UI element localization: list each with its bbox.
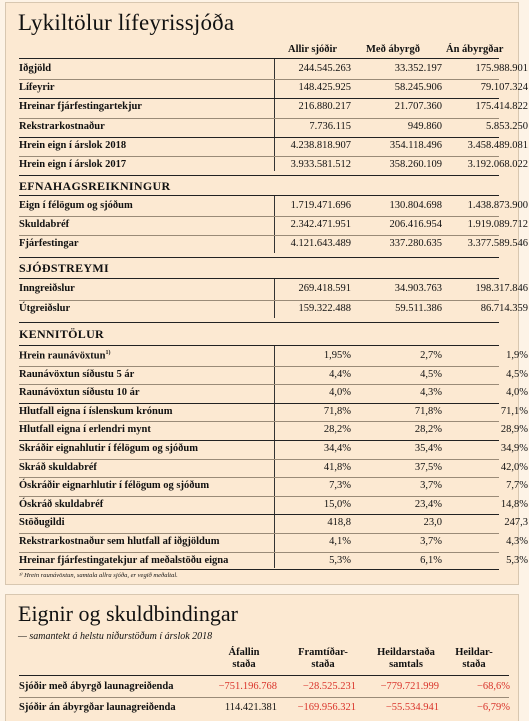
cell-value: 3.458.489.081 <box>467 139 528 151</box>
cell-value: 34,4% <box>323 443 351 454</box>
cell-value: −6,79% <box>476 702 510 713</box>
cell-value: 337.280.635 <box>389 238 442 249</box>
cell-value: 28,2% <box>323 424 351 436</box>
cell-value: 244.545.263 <box>298 63 351 74</box>
cell-value: 269.418.591 <box>298 283 351 294</box>
cell-value: 4,3% <box>420 387 442 399</box>
table-row <box>19 216 528 234</box>
cell-value: 15,0% <box>323 498 351 510</box>
cell-value: 949.860 <box>407 120 442 132</box>
row-label: Inngreiðslur <box>19 283 75 294</box>
cell-value: 114.421.381 <box>224 702 277 713</box>
cell-value: 28,2% <box>414 424 442 436</box>
cell-value: 59.511.386 <box>395 303 442 314</box>
cell-value: 28,9% <box>500 424 528 436</box>
divider <box>19 278 499 279</box>
cell-value: 5,3% <box>506 554 528 566</box>
cell-value: 354.118.496 <box>389 139 442 151</box>
cell-value: 71,8% <box>323 405 351 417</box>
cell-value: −28.525.231 <box>302 681 356 692</box>
row-label: Stöðugildi <box>19 517 65 529</box>
row-label: Hrein eign í árslok 2018 <box>19 139 127 151</box>
cell-value: 2.342.471.951 <box>290 219 351 230</box>
divider <box>19 257 499 258</box>
row-label: Hlutfall eigna í íslenskum krónum <box>19 405 173 417</box>
assets-liabilities-panel <box>5 594 519 721</box>
row-label: Hreinar fjárfestingatekjur af meðalstöðu eigna <box>19 554 229 566</box>
divider <box>19 569 499 570</box>
cell-value: 216.880.217 <box>298 101 351 113</box>
row-label: Hlutfall eigna í erlendri mynt <box>19 424 151 436</box>
col-header-line: Framtíðar- <box>298 647 348 658</box>
cell-value: 198.317.846 <box>475 283 528 294</box>
row-label: Eign í félögum og sjóðum <box>19 200 133 211</box>
col-header-without-guarantee: Án ábyrgðar <box>446 44 504 55</box>
cell-value: 175.414.822 <box>475 101 528 113</box>
row-label: Raunávöxtun síðustu 5 ár <box>19 368 135 380</box>
row-label: Rekstrarkostnaður sem hlutfall af iðgjöldum <box>19 536 220 547</box>
table-row <box>19 118 528 136</box>
panel-title: Lykiltölur lífeyrissjóða <box>18 10 235 35</box>
row-label: Óskráð skuldabréf <box>19 498 104 510</box>
cell-value: 3,7% <box>420 480 442 492</box>
col-header-line: samtals <box>389 659 423 670</box>
key-figures-panel <box>5 2 528 585</box>
row-label: Óskráðir eignarhlutir í félögum og sjóðum <box>19 480 210 492</box>
cell-value: 1.919.089.712 <box>467 219 528 230</box>
cell-value: 130.804.698 <box>389 200 442 211</box>
panel-subtitle: — samantekt á helstu niðurstöðum í árslok 2018 <box>18 631 213 642</box>
divider <box>19 195 499 196</box>
divider <box>19 175 499 176</box>
col-header-line: staða <box>232 659 256 670</box>
cell-value: 247,3 <box>504 517 528 529</box>
section-heading-balance-sheet: EFNAHAGSREIKNINGUR <box>19 179 171 193</box>
cell-value: 4,3% <box>506 536 528 547</box>
table-row <box>19 533 528 551</box>
cell-value: 5.853.250 <box>486 120 528 132</box>
col-header-line: staða <box>311 659 335 670</box>
row-label: Raunávöxtun síðustu 10 ár <box>19 387 140 399</box>
divider <box>19 675 509 676</box>
row-label: Hrein eign í árslok 2017 <box>19 159 127 170</box>
table-row <box>19 421 528 439</box>
cell-value: 37,5% <box>414 461 442 473</box>
panel-title: Eignir og skuldbindingar <box>18 601 238 626</box>
col-header-line: Heildarstaða <box>377 647 435 658</box>
cell-value: 2,7% <box>420 350 442 361</box>
cell-value: 418,8 <box>327 517 351 529</box>
cell-value: 4,0% <box>506 387 528 399</box>
cell-value: 3.192.068.022 <box>467 159 528 170</box>
cell-value: 71,1% <box>500 405 528 417</box>
cell-value: 4,4% <box>329 368 351 380</box>
cell-value: −68,6% <box>476 681 510 692</box>
table-row <box>19 514 528 532</box>
col-header-line: staða <box>462 659 486 670</box>
cell-value: 34,9% <box>500 443 528 454</box>
col-header <box>214 647 274 671</box>
cell-value: 159.322.488 <box>298 303 351 314</box>
cell-value: 1.438.873.900 <box>467 200 528 211</box>
col-header-line: Heildar- <box>455 647 493 658</box>
cell-value: 5,3% <box>329 554 351 566</box>
table-row <box>19 347 528 365</box>
cell-value: 7,3% <box>329 480 351 492</box>
cell-value: 58.245.906 <box>394 82 442 94</box>
table-row <box>19 403 528 421</box>
footnote-marker: 1) <box>105 350 111 356</box>
cell-value: 4,0% <box>329 387 351 399</box>
cell-value: 42,0% <box>500 461 528 473</box>
cell-value: 7,7% <box>506 480 528 492</box>
cell-value: 3.933.581.512 <box>290 159 351 170</box>
cell-value: 1,9% <box>506 350 528 361</box>
cell-value: 148.425.925 <box>298 82 351 94</box>
table-row <box>19 699 509 717</box>
col-header <box>366 647 446 671</box>
table-row <box>19 60 528 78</box>
row-label: Iðgjöld <box>19 63 52 74</box>
cell-value: −751.196.768 <box>218 681 277 692</box>
cell-value: −169.956.321 <box>297 702 356 713</box>
row-label: Rekstrarkostnaður <box>19 120 105 132</box>
section-heading-cash-flow: SJÓÐSTREYMI <box>19 261 109 275</box>
col-header-line: Áfallin <box>228 647 260 658</box>
row-label: Sjóðir með ábyrgð launagreiðenda <box>19 681 174 692</box>
cell-value: 3.377.589.546 <box>467 238 528 249</box>
divider <box>19 345 499 346</box>
col-header <box>288 647 358 671</box>
footnote: ¹⁾ Hrein raunávöxtun, samtala allra sjóða, er vegið meðaltal. <box>19 572 178 579</box>
table-row <box>19 678 509 696</box>
row-label: Lífeyrir <box>19 82 55 94</box>
cell-value: 35,4% <box>414 443 442 454</box>
cell-value: 7.736.115 <box>309 120 351 132</box>
col-header <box>444 647 504 671</box>
cell-value: 23,4% <box>414 498 442 510</box>
row-label: Hreinar fjárfestingartekjur <box>19 101 142 113</box>
cell-value: 1.719.471.696 <box>290 200 351 211</box>
cell-value: 4,1% <box>329 536 351 547</box>
table-row <box>19 137 528 155</box>
divider <box>19 322 499 323</box>
cell-value: 41,8% <box>323 461 351 473</box>
table-row <box>19 98 528 116</box>
cell-value: 1,95% <box>323 350 351 361</box>
table-row <box>19 384 528 402</box>
cell-value: 34.903.763 <box>394 283 442 294</box>
table-row <box>19 552 528 570</box>
cell-value: 4,5% <box>420 368 442 380</box>
row-label: Fjárfestingar <box>19 238 79 249</box>
table-row <box>19 156 528 174</box>
row-label: Skuldabréf <box>19 219 70 230</box>
table-row <box>19 440 528 458</box>
table-row <box>19 235 528 253</box>
table-row <box>19 280 528 298</box>
cell-value: 4.238.818.907 <box>290 139 351 151</box>
cell-value: 33.352.197 <box>394 63 442 74</box>
col-header-all: Allir sjóðir <box>288 44 338 55</box>
table-row <box>19 496 528 514</box>
divider <box>19 697 509 698</box>
col-header-with-guarantee: Með ábyrgð <box>366 44 420 55</box>
cell-value: 79.107.324 <box>480 82 528 94</box>
cell-value: 21.707.360 <box>394 101 442 113</box>
section-heading-ratios: KENNITÖLUR <box>19 327 105 341</box>
cell-value: 4,5% <box>506 368 528 380</box>
table-row <box>19 79 528 97</box>
table-row <box>19 459 528 477</box>
cell-value: 14,8% <box>500 498 528 510</box>
row-label: Skráðir eignahlutir í félögum og sjóðum <box>19 443 198 454</box>
cell-value: 71,8% <box>414 405 442 417</box>
cell-value: 23,0 <box>423 517 442 529</box>
cell-value: 4.121.643.489 <box>290 238 351 249</box>
table-row <box>19 197 528 215</box>
row-label: Hrein raunávöxtun <box>19 350 106 362</box>
table-row <box>19 366 528 384</box>
table-row <box>19 300 528 318</box>
divider <box>19 58 499 59</box>
cell-value: 3,7% <box>420 536 442 547</box>
cell-value: −55.534.941 <box>385 702 439 713</box>
cell-value: 206.416.954 <box>389 219 442 230</box>
cell-value: 6,1% <box>420 554 442 566</box>
row-label: Sjóðir án ábyrgðar launagreiðenda <box>19 702 176 713</box>
row-label: Skráð skuldabréf <box>19 461 97 473</box>
cell-value: −779.721.999 <box>380 681 439 692</box>
table-row <box>19 477 528 495</box>
cell-value: 86.714.359 <box>480 303 528 314</box>
cell-value: 358.260.109 <box>389 159 442 170</box>
cell-value: 175.988.901 <box>475 63 528 74</box>
row-label: Útgreiðslur <box>19 303 71 314</box>
